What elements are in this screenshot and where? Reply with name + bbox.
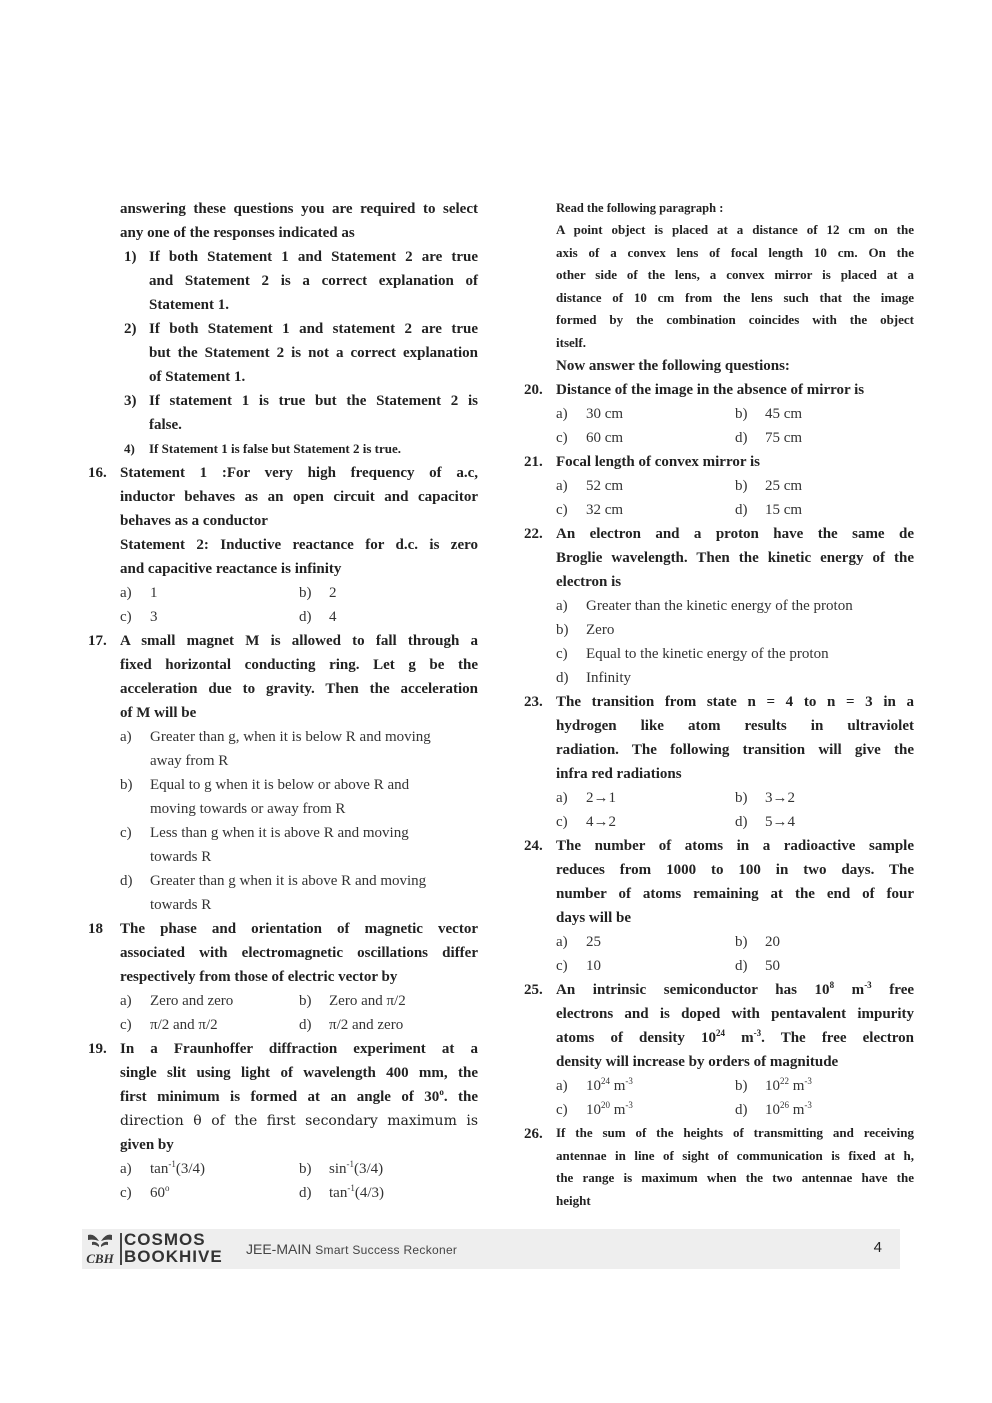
option-label: b): [120, 777, 133, 793]
question-20: [524, 378, 914, 402]
option-text: 2: [329, 585, 337, 601]
option-text: 45 cm: [765, 406, 803, 422]
question-line: In a Fraunhoffer diffraction experiment at a: [120, 1041, 478, 1057]
option-text: Greater than the kinetic energy of the proton: [586, 598, 853, 614]
cosmos-bookhive-logo: [84, 1231, 116, 1267]
exponent: -3: [625, 1076, 633, 1086]
question-line: The phase and orientation of magnetic vector: [120, 921, 478, 937]
option-b[interactable]: [299, 989, 478, 1013]
question-18: [88, 917, 478, 989]
option-label: d): [299, 1017, 312, 1033]
option-text: towards R: [150, 849, 212, 865]
exponent: 22: [780, 1076, 789, 1086]
response-line: of Statement 1.: [149, 369, 246, 385]
question-line: [556, 978, 914, 1002]
option-label: c): [556, 646, 568, 662]
exponent: -3: [804, 1100, 812, 1110]
option-label: a): [556, 790, 568, 806]
options-row: [524, 810, 914, 834]
question-line: height: [556, 1192, 591, 1208]
option-a[interactable]: [524, 594, 914, 618]
option-label: b): [735, 478, 748, 494]
option-b[interactable]: [88, 773, 478, 821]
instructions-intro: [88, 197, 478, 245]
option-text: 52 cm: [586, 478, 624, 494]
question-25: [524, 978, 914, 1074]
exponent: -3: [753, 1028, 762, 1038]
question-text: An intrinsic semiconductor has 10: [556, 982, 830, 998]
exponent: -3: [625, 1100, 633, 1110]
question-22: [524, 522, 914, 594]
option-text: Less than g when it is above R and moving: [150, 825, 409, 841]
option-b[interactable]: [299, 1157, 478, 1181]
option-label: b): [556, 622, 569, 638]
option-label: c): [120, 1017, 132, 1033]
option-label: a): [556, 934, 568, 950]
option-text: 25: [586, 934, 601, 950]
logo-letters: CBH: [86, 1251, 114, 1266]
question-line: single slit using light of wavelength 400 mm, the: [120, 1065, 478, 1081]
option-text: π/2 and zero: [329, 1017, 404, 1033]
superscript: -1: [346, 1159, 355, 1169]
question-line: Statement 1 :For very high frequency of a.c,: [120, 465, 478, 481]
unit: m: [834, 982, 865, 998]
question-number: 24.: [524, 838, 543, 854]
intro-line: answering these questions you are required to select: [120, 201, 478, 217]
option-text: Equal to the kinetic energy of the proton: [586, 646, 829, 662]
options-row: [524, 1074, 914, 1098]
exponent: 8: [829, 980, 835, 990]
exponent: 20: [601, 1100, 610, 1110]
option-text: Zero: [586, 622, 615, 638]
options-row: [88, 1013, 478, 1037]
option-text: [586, 1074, 633, 1098]
unit: m: [789, 1078, 805, 1094]
question-line: Statement 2: Inductive reactance for d.c. is zero: [120, 537, 478, 553]
question-line: reduces from 1000 to 100 in two days. The: [556, 862, 914, 878]
question-text: . the: [443, 1089, 478, 1105]
options-row: [524, 474, 914, 498]
option-c[interactable]: [88, 821, 478, 869]
option-label: d): [556, 670, 569, 686]
option-b[interactable]: [524, 618, 914, 642]
response-number: 3): [124, 393, 137, 409]
paragraph-line: axis of a convex lens of focal length 10 cm. On the: [556, 244, 914, 260]
option-text: Greater than g, when it is below R and moving: [150, 729, 431, 745]
option-text: 4: [329, 609, 337, 625]
question-line: the range is maximum when the two antennae have the: [556, 1170, 914, 1185]
option-label: b): [735, 1078, 748, 1094]
option-c[interactable]: [120, 1181, 299, 1205]
exponent: 26: [780, 1100, 789, 1110]
option-d[interactable]: [735, 810, 914, 834]
option-a[interactable]: [120, 581, 299, 605]
exponent: -3: [864, 980, 872, 990]
option-label: a): [120, 993, 132, 1009]
question-number: 17.: [88, 633, 107, 649]
degree-superscript: o: [439, 1087, 444, 1097]
question-text: first minimum is formed at an angle of 30: [120, 1089, 440, 1105]
options-row: [524, 930, 914, 954]
option-text: 1: [150, 585, 158, 601]
option-label: a): [120, 1161, 132, 1177]
option-text: [329, 1157, 383, 1181]
base: 10: [765, 1078, 780, 1094]
superscript: -1: [347, 1183, 355, 1193]
question-number: 26.: [524, 1126, 543, 1142]
function-name: tan: [150, 1161, 169, 1177]
options-row: [524, 402, 914, 426]
question-line: radiation. The following transition will give the: [556, 742, 914, 758]
question-line: behaves as a conductor: [120, 513, 268, 529]
option-text: Greater than g when it is above R and moving: [150, 873, 427, 889]
question-line: and capacitive reactance is infinity: [120, 561, 342, 577]
option-d[interactable]: [299, 1181, 478, 1205]
paragraph-heading: Read the following paragraph :: [556, 201, 724, 215]
option-label: b): [299, 1161, 312, 1177]
response-option-1: [88, 245, 478, 317]
option-text: 3: [150, 609, 158, 625]
option-label: b): [299, 585, 312, 601]
function-name: tan: [329, 1185, 348, 1201]
paragraph-line: other side of the lens, a convex mirror is placed at a: [556, 267, 914, 282]
option-label: d): [735, 814, 748, 830]
option-label: c): [120, 1185, 132, 1201]
option-text: [150, 1157, 205, 1181]
question-19: [88, 1037, 478, 1157]
response-line: If statement 1 is true but the Statement 2 is: [149, 393, 478, 409]
options-row: [88, 581, 478, 605]
question-line: [556, 1026, 914, 1050]
option-label: a): [120, 585, 132, 601]
question-23: [524, 690, 914, 786]
question-text: . The free electron: [761, 1030, 914, 1046]
question-line: fixed horizontal conducting ring. Let g be the: [120, 657, 478, 673]
option-label: a): [556, 598, 568, 614]
function-name: sin: [329, 1161, 347, 1177]
option-text: Infinity: [586, 670, 631, 686]
option-label: b): [735, 406, 748, 422]
option-text: Equal to g when it is below or above R and: [150, 777, 410, 793]
paragraph: [524, 197, 914, 378]
option-label: a): [556, 1078, 568, 1094]
degree-superscript: o: [165, 1183, 170, 1193]
option-text: [329, 1181, 384, 1205]
question-number: 21.: [524, 454, 543, 470]
option-a[interactable]: [556, 402, 735, 426]
question-number: 16.: [88, 465, 107, 481]
question-line: associated with electromagnetic oscillations differ: [120, 945, 478, 961]
question-line: antennae in line of sight of communication is fixed at h,: [556, 1147, 914, 1163]
option-a[interactable]: [88, 725, 478, 773]
exponent: 24: [601, 1076, 610, 1086]
option-text: [765, 1098, 812, 1122]
question-line: If the sum of the heights of transmitting and receiving: [556, 1125, 914, 1140]
option-a[interactable]: [556, 1074, 735, 1098]
option-label: c): [120, 825, 132, 841]
response-line: If Statement 1 is false but Statement 2 is true.: [149, 441, 402, 456]
question-line: The number of atoms in a radioactive sample: [556, 838, 914, 854]
page-footer: [82, 1229, 900, 1269]
option-label: a): [556, 478, 568, 494]
question-line: respectively from those of electric vector by: [120, 969, 398, 985]
option-c[interactable]: [556, 498, 735, 522]
question-text: free: [871, 982, 915, 998]
option-d[interactable]: [299, 605, 478, 629]
option-label: b): [299, 993, 312, 1009]
option-text: Zero and π/2: [329, 993, 406, 1009]
option-label: a): [556, 406, 568, 422]
option-c[interactable]: [556, 810, 735, 834]
option-b[interactable]: [735, 930, 914, 954]
option-label: d): [735, 430, 748, 446]
paragraph-instruction: Now answer the following questions:: [556, 358, 790, 374]
brand-line-2: BOOKHIVE: [124, 1247, 223, 1266]
question-number: 25.: [524, 982, 543, 998]
response-option-3: [88, 389, 478, 437]
option-text: 4→2: [586, 814, 616, 830]
base: 10: [765, 1102, 780, 1118]
question-line: Broglie wavelength. Then the kinetic energy of the: [556, 550, 914, 566]
option-a[interactable]: [120, 989, 299, 1013]
options-row: [524, 786, 914, 810]
question-line: [120, 1085, 478, 1109]
question-17: [88, 629, 478, 725]
series-sub: Smart Success Reckoner: [315, 1243, 458, 1257]
options-row: [524, 954, 914, 978]
question-line: density will increase by orders of magnitude: [556, 1054, 839, 1070]
response-number: 4): [124, 441, 135, 456]
option-label: d): [299, 609, 312, 625]
question-24: [524, 834, 914, 930]
question-line: inductor behaves as an open circuit and capacitor: [120, 489, 478, 505]
base: 10: [586, 1078, 601, 1094]
option-c[interactable]: [556, 954, 735, 978]
option-text: 2→1: [586, 790, 616, 806]
question-line: Distance of the image in the absence of mirror is: [556, 382, 865, 398]
option-a[interactable]: [556, 786, 735, 810]
response-number: 1): [124, 249, 137, 265]
option-label: d): [120, 873, 133, 889]
response-line: Statement 1.: [149, 297, 229, 313]
options-row: [524, 1098, 914, 1122]
option-label: d): [735, 1102, 748, 1118]
option-label: d): [735, 502, 748, 518]
brand-divider: [120, 1233, 122, 1265]
option-label: c): [556, 958, 568, 974]
option-text: π/2 and π/2: [150, 1017, 218, 1033]
option-a[interactable]: [120, 1157, 299, 1181]
brand-line-1: COSMOS: [124, 1230, 206, 1249]
question-line: given by: [120, 1137, 174, 1153]
option-text: 25 cm: [765, 478, 803, 494]
option-label: b): [735, 790, 748, 806]
question-line: The transition from state n = 4 to n = 3 in a: [556, 694, 914, 710]
option-text: 10: [586, 958, 601, 974]
question-number: 23.: [524, 694, 543, 710]
book-wings-icon: [84, 1231, 116, 1267]
exponent: -3: [804, 1076, 812, 1086]
option-text: 3→2: [765, 790, 795, 806]
option-label: c): [120, 609, 132, 625]
option-text: 32 cm: [586, 502, 624, 518]
option-text: 50: [765, 958, 780, 974]
exponent: 24: [716, 1028, 725, 1038]
option-d[interactable]: [735, 954, 914, 978]
series-main: JEE-MAIN: [246, 1241, 312, 1257]
option-c[interactable]: [524, 642, 914, 666]
question-number: 20.: [524, 382, 543, 398]
question-16: [88, 461, 478, 581]
question-line: A small magnet M is allowed to fall through a: [120, 633, 478, 649]
option-d[interactable]: [735, 498, 914, 522]
option-d[interactable]: [735, 1098, 914, 1122]
question-line: number of atoms remaining at the end of four: [556, 886, 914, 902]
option-text: Zero and zero: [150, 993, 234, 1009]
question-line: of M will be: [120, 705, 197, 721]
base: 10: [586, 1102, 601, 1118]
option-text: [586, 1098, 633, 1122]
option-a[interactable]: [556, 474, 735, 498]
options-row: [88, 605, 478, 629]
right-column: [524, 197, 914, 1212]
response-number: 2): [124, 321, 137, 337]
argument: (3/4): [175, 1161, 205, 1177]
option-a[interactable]: [556, 930, 735, 954]
question-21: [524, 450, 914, 474]
option-text: 75 cm: [765, 430, 803, 446]
option-c[interactable]: [556, 1098, 735, 1122]
question-line: days will be: [556, 910, 632, 926]
option-text: 5→4: [765, 814, 795, 830]
question-number: 19.: [88, 1041, 107, 1057]
unit: m: [725, 1030, 754, 1046]
question-26: [524, 1122, 914, 1212]
option-text: towards R: [150, 897, 212, 913]
intro-line: any one of the responses indicated as: [120, 225, 355, 241]
options-row: [524, 498, 914, 522]
option-label: c): [556, 502, 568, 518]
paragraph-line: A point object is placed at a distance of 12 cm on the: [556, 222, 914, 237]
option-text: moving towards or away from R: [150, 801, 346, 817]
option-label: c): [556, 430, 568, 446]
option-c[interactable]: [120, 1013, 299, 1037]
question-line: acceleration due to gravity. Then the acceleration: [120, 681, 478, 697]
option-label: d): [735, 958, 748, 974]
question-line: infra red radiations: [556, 766, 682, 782]
question-line: electron is: [556, 574, 622, 590]
options-row: [524, 426, 914, 450]
option-text: [150, 1181, 170, 1205]
option-b[interactable]: [735, 1074, 914, 1098]
question-number: 22.: [524, 526, 543, 542]
option-text: 30 cm: [586, 406, 624, 422]
response-option-4: [88, 437, 478, 461]
options-row: [88, 1181, 478, 1205]
paragraph-line: formed by the combination coincides with the object: [556, 312, 914, 327]
response-line: If both Statement 1 and statement 2 are true: [149, 321, 478, 337]
option-text: 60 cm: [586, 430, 624, 446]
question-line: hydrogen like atom results in ultraviolet: [556, 718, 914, 734]
paragraph-line: itself.: [556, 334, 586, 350]
option-b[interactable]: [735, 786, 914, 810]
option-c[interactable]: [556, 426, 735, 450]
unit: m: [610, 1078, 626, 1094]
option-text: [765, 1074, 812, 1098]
question-line: direction θ of the first secondary maximum is: [120, 1113, 478, 1129]
unit: m: [610, 1102, 626, 1118]
option-b[interactable]: [735, 402, 914, 426]
question-line: Focal length of convex mirror is: [556, 454, 760, 470]
series-title: [246, 1241, 457, 1257]
value: 60: [150, 1185, 165, 1201]
option-text: 20: [765, 934, 780, 950]
option-d[interactable]: [735, 426, 914, 450]
option-label: b): [735, 934, 748, 950]
question-text: atoms of density 10: [556, 1030, 716, 1046]
paragraph-line: distance of 10 cm from the lens such that the image: [556, 289, 914, 305]
option-b[interactable]: [299, 581, 478, 605]
question-line: electrons and is doped with pentavalent impurity: [556, 1006, 914, 1022]
option-label: c): [556, 814, 568, 830]
argument: (3/4): [354, 1161, 384, 1177]
option-label: d): [299, 1185, 312, 1201]
response-line: and Statement 2 is a correct explanation of: [149, 273, 478, 289]
option-label: c): [556, 1102, 568, 1118]
question-line: An electron and a proton have the same de: [556, 526, 914, 542]
superscript: -1: [168, 1159, 176, 1169]
page-number: 4: [873, 1239, 882, 1256]
options-row: [88, 989, 478, 1013]
unit: m: [789, 1102, 805, 1118]
response-line: but the Statement 2 is not a correct explanation: [149, 345, 478, 361]
option-d[interactable]: [299, 1013, 478, 1037]
argument: (4/3): [354, 1185, 384, 1201]
option-d[interactable]: [524, 666, 914, 690]
question-number: 18: [88, 921, 103, 937]
option-c[interactable]: [120, 605, 299, 629]
option-label: a): [120, 729, 132, 745]
response-line: false.: [149, 417, 182, 433]
option-b[interactable]: [735, 474, 914, 498]
left-column: [88, 197, 478, 1205]
options-row: [88, 1157, 478, 1181]
brand-name: [124, 1231, 223, 1265]
option-text: 15 cm: [765, 502, 803, 518]
response-option-2: [88, 317, 478, 389]
response-line: If both Statement 1 and Statement 2 are true: [149, 249, 478, 265]
option-d[interactable]: [88, 869, 478, 917]
option-text: away from R: [150, 753, 229, 769]
